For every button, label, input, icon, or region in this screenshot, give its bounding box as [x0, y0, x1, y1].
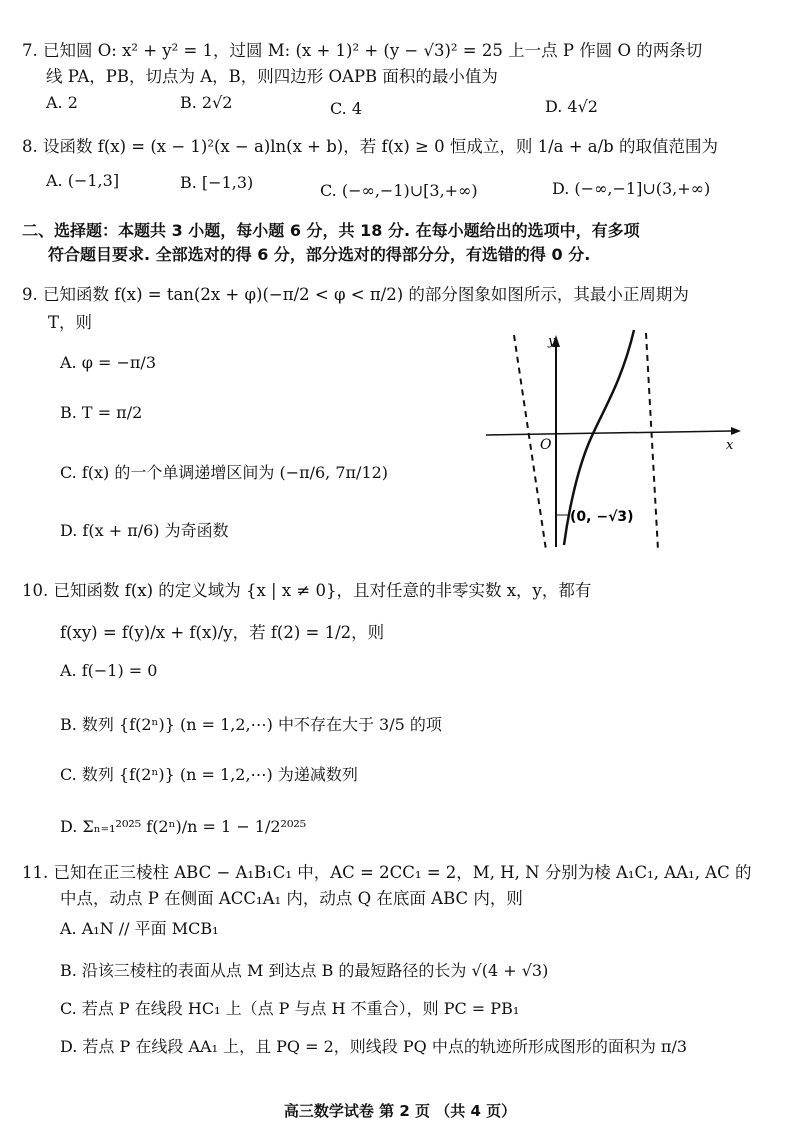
page-footer: 高三数学试卷 第 2 页 （共 4 页）	[283, 1102, 517, 1120]
q8-option-a: A. (−1,3]	[46, 171, 120, 190]
q7-line1: 7. 已知圆 O: x² + y² = 1，过圆 M: (x + 1)² + (y − √3)² = 25 上一点 P 作圆 O 的两条切	[22, 41, 703, 60]
q9-option-d: D. f(x + π/6) 为奇函数	[60, 521, 229, 540]
tangent-graph	[486, 325, 746, 555]
origin-label: O	[540, 437, 552, 453]
q7-option-d: D. 4√2	[545, 97, 598, 116]
q10-line1: 10. 已知函数 f(x) 的定义域为 {x | x ≠ 0}，且对任意的非零实数 x，y，都有	[22, 581, 592, 600]
q9-option-a: A. φ = −π/3	[60, 353, 156, 372]
q10-line2: f(xy) = f(y)/x + f(x)/y，若 f(2) = 1/2，则	[60, 623, 385, 642]
y-axis-label: y	[548, 334, 556, 349]
q8-option-c: C. (−∞,−1)∪[3,+∞)	[320, 181, 478, 200]
q9-line2: T，则	[48, 313, 93, 332]
right-asymptote	[646, 333, 658, 550]
q9-line1: 9. 已知函数 f(x) = tan(2x + φ)(−π/2 < φ < π/2) 的部分图象如图所示，其最小正周期为	[22, 285, 689, 304]
x-axis-label: x	[726, 438, 734, 453]
q11-line1: 11. 已知在正三棱柱 ABC − A₁B₁C₁ 中，AC = 2CC₁ = 2，M, H, N 分别为棱 A₁C₁, AA₁, AC 的	[22, 863, 752, 882]
q7-line2: 线 PA，PB，切点为 A，B，则四边形 OAPB 面积的最小值为	[46, 67, 498, 86]
q9-option-c: C. f(x) 的一个单调递增区间为 (−π/6, 7π/12)	[60, 463, 389, 482]
q11-option-c: C. 若点 P 在线段 HC₁ 上（点 P 与点 H 不重合），则 PC = PB₁	[60, 999, 520, 1018]
x-axis	[486, 431, 731, 435]
section2-line2: 符合题目要求. 全部选对的得 6 分，部分选对的得部分分，有选错的得 0 分.	[48, 245, 591, 264]
point-label: (0, −√3)	[570, 509, 634, 525]
q9-option-b: B. T = π/2	[60, 403, 143, 422]
q8-line1: 8. 设函数 f(x) = (x − 1)²(x − a)ln(x + b)，若 f(x) ≥ 0 恒成立，则 1/a + a/b 的取值范围为	[22, 137, 718, 156]
q11-option-b: B. 沿该三棱柱的表面从点 M 到达点 B 的最短路径的长为 √(4 + √3)	[60, 961, 549, 980]
q10-option-d: D. Σₙ₌₁²⁰²⁵ f(2ⁿ)/n = 1 − 1/2²⁰²⁵	[60, 817, 307, 836]
x-axis-arrow	[731, 427, 741, 435]
q8-option-d: D. (−∞,−1]∪(3,+∞)	[552, 179, 711, 198]
q10-option-b: B. 数列 {f(2ⁿ)} (n = 1,2,⋯) 中不存在大于 3/5 的项	[60, 715, 442, 734]
section2-line1: 二、选择题：本题共 3 小题，每小题 6 分，共 18 分. 在每小题给出的选项中，有多项	[22, 221, 640, 240]
q7-option-a: A. 2	[46, 93, 78, 112]
q11-line2: 中点，动点 P 在侧面 ACC₁A₁ 内，动点 Q 在底面 ABC 内，则	[60, 889, 523, 908]
q10-option-c: C. 数列 {f(2ⁿ)} (n = 1,2,⋯) 为递减数列	[60, 765, 358, 784]
q7-option-b: B. 2√2	[180, 93, 233, 112]
q8-option-b: B. [−1,3)	[180, 173, 254, 192]
q11-option-d: D. 若点 P 在线段 AA₁ 上，且 PQ = 2，则线段 PQ 中点的轨迹所形成图形的面积为 π/3	[60, 1037, 688, 1056]
q7-option-c: C. 4	[330, 99, 363, 118]
q11-option-a: A. A₁N // 平面 MCB₁	[60, 919, 219, 938]
q10-option-a: A. f(−1) = 0	[60, 661, 158, 680]
